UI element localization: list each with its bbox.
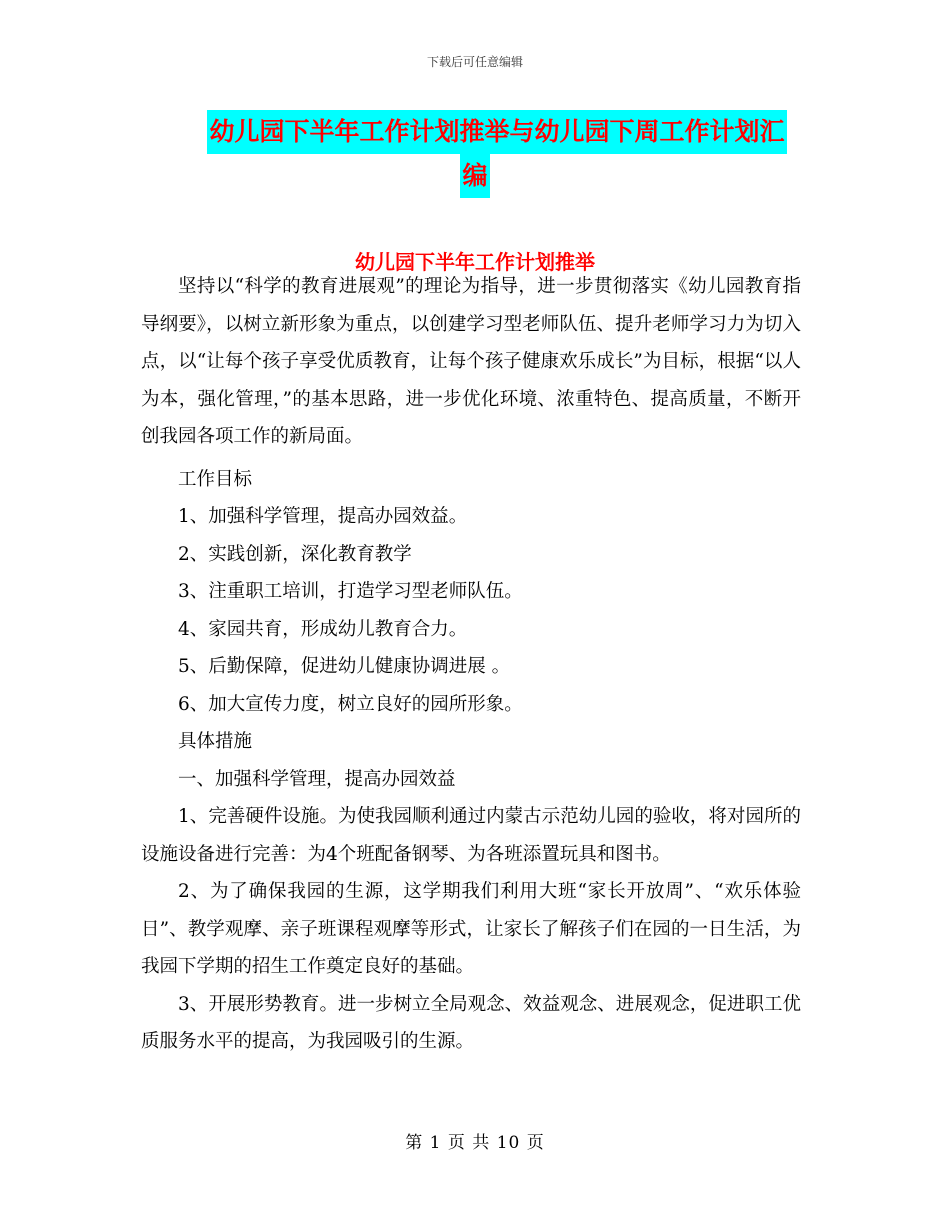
- document-title: [0, 110, 950, 198]
- heading-measures: 具体措施: [178, 731, 253, 752]
- heading-work-goals: 工作目标: [178, 468, 253, 490]
- document-title-line1: 幼儿园下半年工作计划推举与幼儿园下周工作计划汇: [207, 110, 786, 154]
- page-footer: 第 1 页 共 10 页: [405, 1133, 545, 1153]
- list-item-goal: 6、加大宣传力度，树立良好的园所形象。: [178, 693, 523, 715]
- list-item-goal: 4、家园共育，形成幼儿教育合力。: [178, 618, 468, 640]
- document-title-line2: 编: [460, 154, 489, 198]
- header-note: 下载后可任意编辑: [426, 55, 523, 69]
- heading-measure-1: 一、加强科学管理，提高办园效益: [178, 768, 456, 790]
- document-body: [141, 268, 801, 1061]
- paragraph-measure-item: 3、开展形势教育。进一步树立全局观念、效益观念、进展观念，促进职工优质服务水平的提高，为我园吸引的生源。: [141, 993, 801, 1052]
- paragraph-intro: 坚持以“科学的教育进展观”的理论为指导，进一步贯彻落实《幼儿园教育指导纲要》，以树立新形象为重点，以创建学习型老师队伍、提升老师学习力为切入点，以“让每个孩子享受优质教育，让每个孩子健康欢乐成长”为目标，根据“以人为本，强化管理，”的基本思路，进一步优化环境、浓重特色、提高质量，不断开创我园各项工作的新局面。: [141, 276, 801, 447]
- list-item-goal: 3、注重职工培训，打造学习型老师队伍。: [178, 581, 523, 602]
- list-item-goal: 5、后勤保障，促进幼儿健康协调进展 。: [178, 656, 511, 677]
- list-item-goal: 1、加强科学管理，提高办园效益。: [178, 506, 468, 527]
- list-item-goal: 2、实践创新，深化教育教学: [178, 543, 412, 565]
- paragraph-measure-item: 2、为了确保我园的生源，这学期我们利用大班“家长开放周”、“欢乐体验日”、教学观摩、亲子班课程观摩等形式，让家长了解孩子们在园的一日生活，为我园下学期的招生工作奠定良好的基础。: [141, 881, 801, 977]
- paragraph-measure-item: 1、完善硬件设施。为使我园顺利通过内蒙古示范幼儿园的验收，将对园所的设施设备进行完善：为4个班配备钢琴、为各班添置玩具和图书。: [141, 806, 801, 865]
- section-title: 幼儿园下半年工作计划推举: [355, 250, 595, 274]
